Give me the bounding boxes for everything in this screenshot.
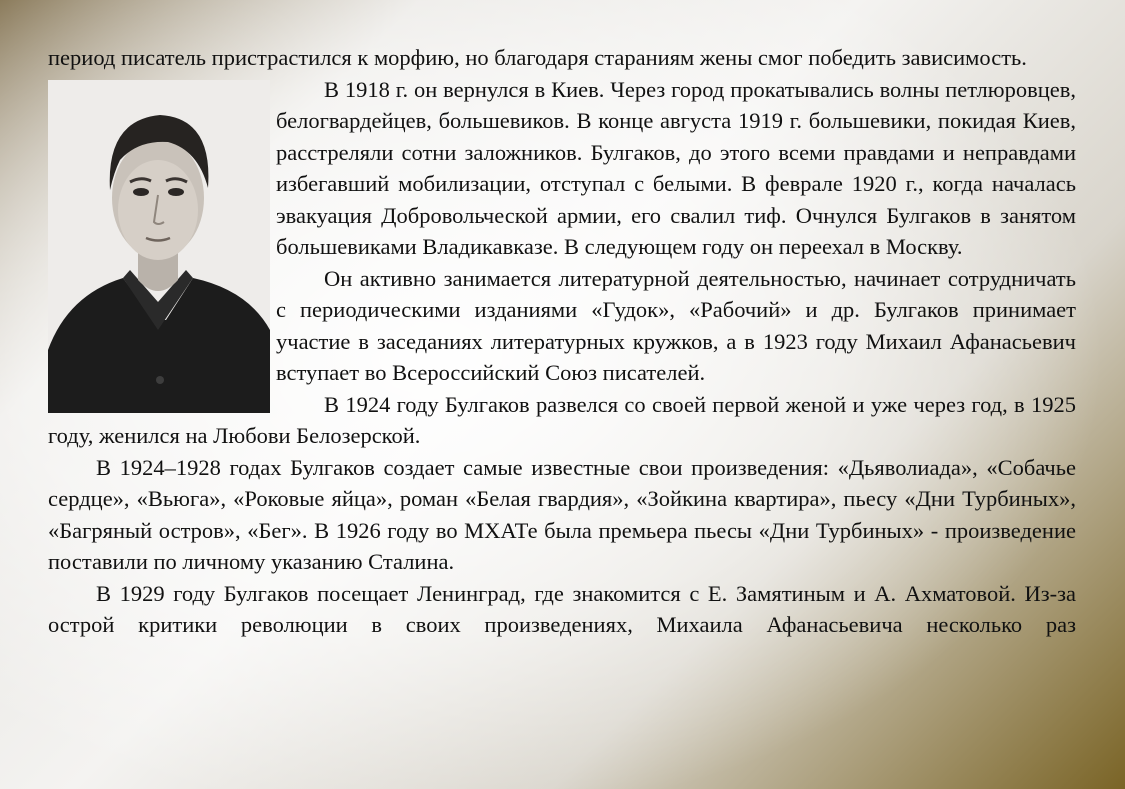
portrait-photo	[48, 80, 270, 413]
paragraph-1929: В 1929 году Булгаков посещает Ленинград, где знакомится с Е. Замятиным и А. Ахматовой. Из-за острой критики революции в своих произведениях, Михаила Афанасьевича несколько раз	[48, 580, 1076, 637]
paragraph-1924-1928-works: В 1924–1928 годах Булгаков создает самые известные свои произведения: «Дьяволиада», «Собачье сердце», «Вьюга», «Роковые яйца», роман «Белая гвардия», «Зойкина квартира», пьесу «Дни Турбиных», «Багряный остров», «Бег». В 1926 году во МХАТе была премьера пьесы «Дни Турбиных» - произведение поставили по личному указанию Сталина.	[48, 454, 1076, 574]
paragraph-1924-marriage: В 1924 году Булгаков развелся со своей первой женой и уже через год, в 1925 году, женился на Любови Белозерской.	[48, 391, 1076, 448]
paragraph-1918: В 1918 г. он вернулся в Киев. Через город прокатывались волны петлюровцев, белогвардейцев, большевиков. В конце августа 1919 г. большевики, покидая Киев, расстреляли сотни заложников. Булгаков, до этого всеми правдами и неправдами избегавший мобилизации, отступал с белыми. В феврале 1920 г., когда началась эвакуация Добровольческой армии, его свалил тиф. Очнулся Булгаков в занятом большевиками Владикавказе. В следующем году он переехал в Москву.	[276, 76, 1076, 259]
paragraph-intro: период писатель пристрастился к морфию, но благодаря стараниям жены смог победить зависимость.	[48, 45, 1027, 70]
paragraph-literary: Он активно занимается литературной деятельностью, начинает сотрудничать с периодическими изданиями «Гудок», «Рабочий» и др. Булгаков принимает участие в заседаниях литературных кружков, а в 1923 году Михаил Афанасьевич вступает во Всероссийский Союз писателей.	[276, 265, 1076, 385]
article-text	[48, 42, 1076, 641]
portrait-photo-icon	[48, 80, 270, 413]
